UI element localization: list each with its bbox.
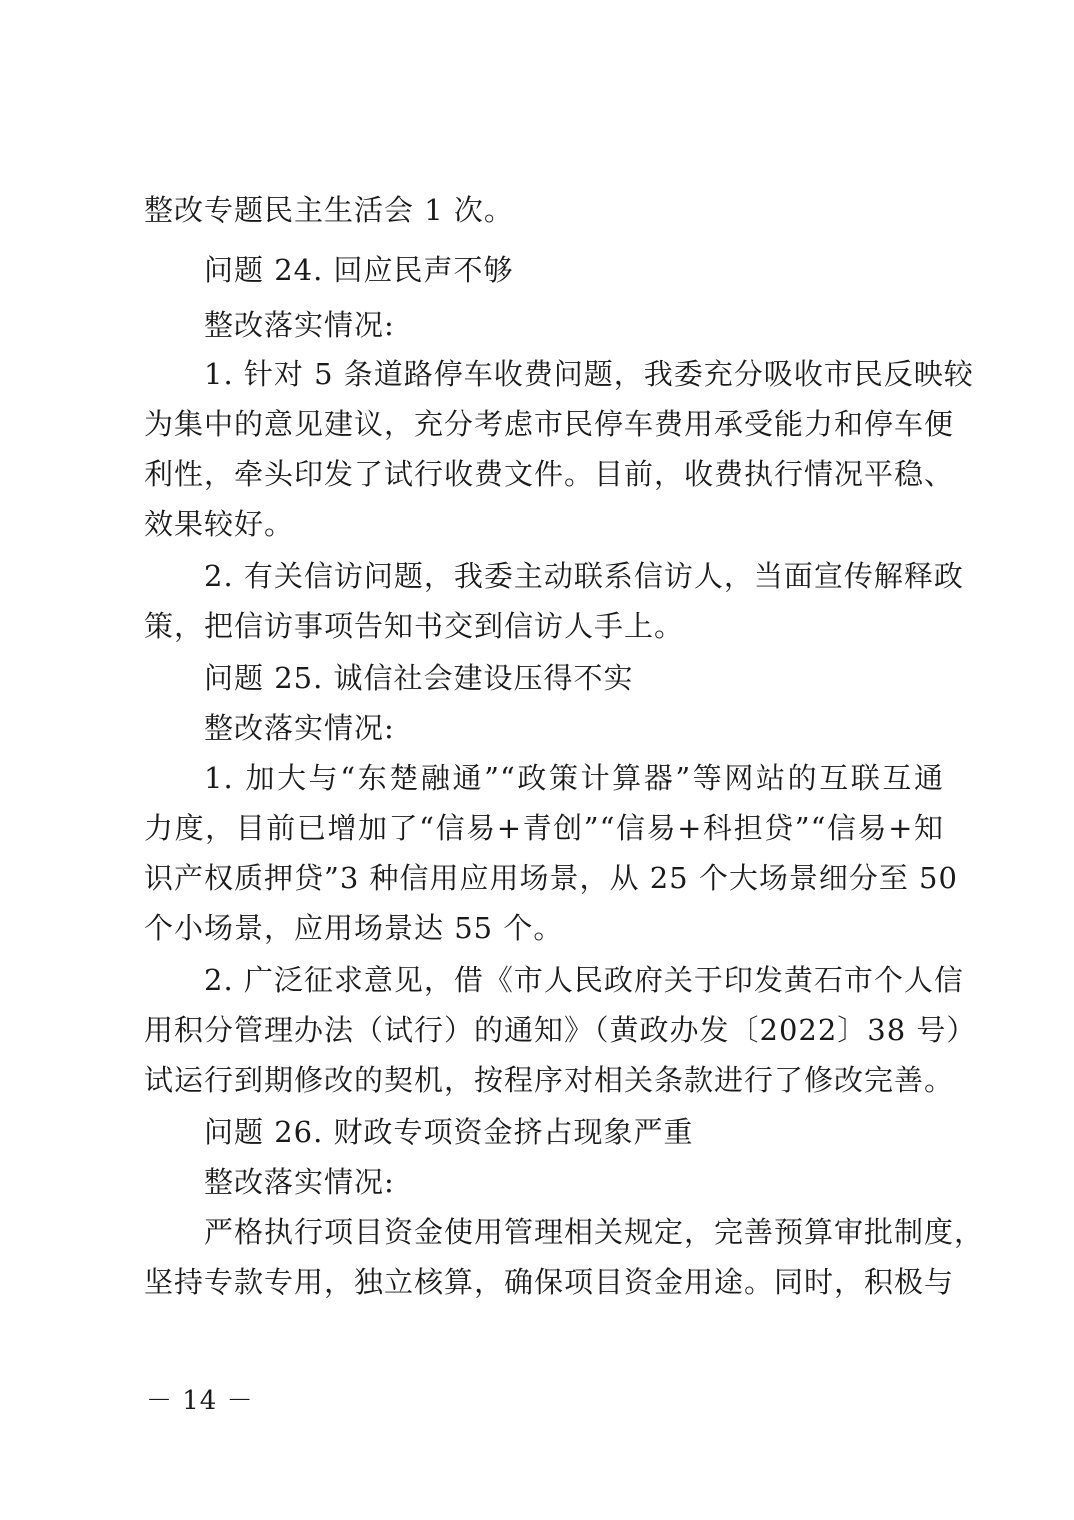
section-label: 整改落实情况:	[204, 711, 395, 745]
problem-heading-26: 问题 26. 财政专项资金挤占现象严重	[204, 1115, 694, 1149]
paragraph-line: 识产权质押贷”3 种信用应用场景，从 25 个大场景细分至 50	[144, 861, 958, 895]
paragraph-line: 利性，牵头印发了试行收费文件。目前，收费执行情况平稳、	[144, 457, 955, 491]
paragraph-line: 1. 加大与“东楚融通”“政策计算器”等网站的互联互通	[204, 761, 944, 795]
paragraph-line: 力度，目前已增加了“信易+青创”“信易+科担贷”“信易+知	[144, 811, 944, 845]
paragraph-line: 为集中的意见建议，充分考虑市民停车费用承受能力和停车便	[144, 407, 955, 441]
paragraph-line: 用积分管理办法（试行）的通知》（黄政办发〔2022〕38 号）	[144, 1013, 977, 1047]
paragraph-line: 2. 广泛征求意见，借《市人民政府关于印发黄石市个人信	[204, 963, 964, 997]
paragraph-line: 个小场景，应用场景达 55 个。	[144, 911, 564, 945]
paragraph-line: 2. 有关信访问题，我委主动联系信访人，当面宣传解释政	[204, 559, 964, 593]
paragraph-line: 整改专题民主生活会 1 次。	[144, 193, 514, 227]
problem-heading-24: 问题 24. 回应民声不够	[204, 253, 514, 287]
paragraph-line: 坚持专款专用，独立核算，确保项目资金用途。同时，积极与	[144, 1265, 955, 1299]
section-label: 整改落实情况:	[204, 308, 395, 342]
paragraph-line: 试运行到期修改的契机，按程序对相关条款进行了修改完善。	[144, 1063, 955, 1097]
problem-heading-25: 问题 25. 诚信社会建设压得不实	[204, 661, 634, 695]
section-label: 整改落实情况:	[204, 1165, 395, 1199]
paragraph-line: 效果较好。	[144, 507, 295, 541]
paragraph-line: 策，把信访事项告知书交到信访人手上。	[144, 609, 685, 643]
paragraph-line: 1. 针对 5 条道路停车收费问题，我委充分吸收市民反映较	[204, 357, 974, 391]
page-number: － 14 －	[146, 1386, 254, 1416]
paragraph-line: 严格执行项目资金使用管理相关规定，完善预算审批制度，	[204, 1215, 985, 1249]
